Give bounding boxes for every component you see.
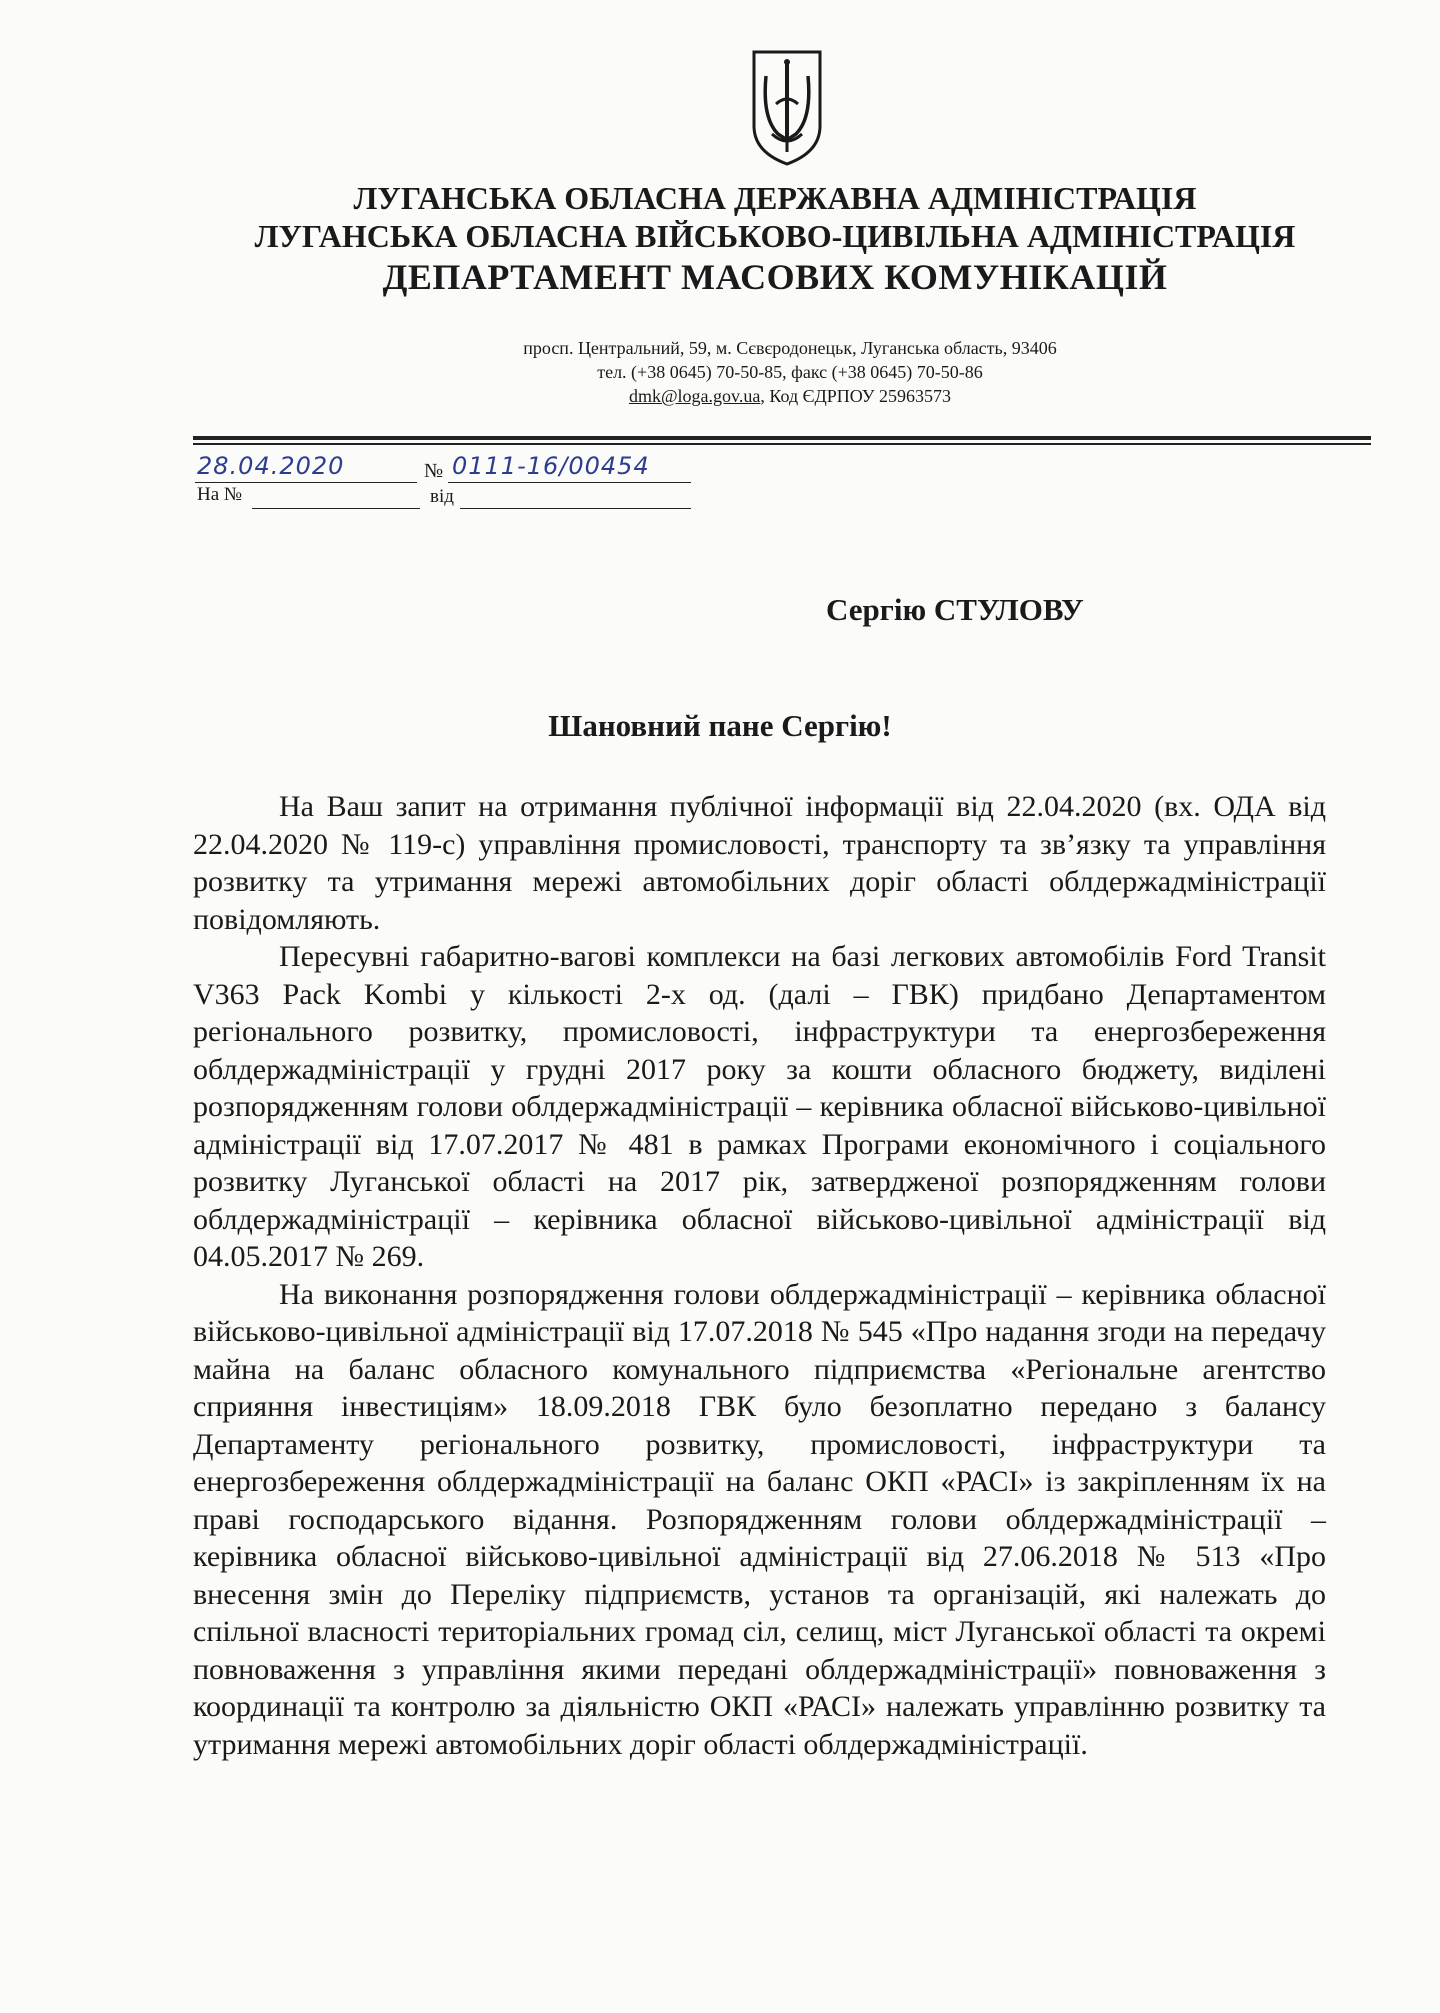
from-underline [460,508,691,509]
department-title: ДЕПАРТАМЕНТ МАСОВИХ КОМУНІКАЦІЙ [382,257,1168,297]
letter-body [193,788,1326,1763]
email-link[interactable]: dmk@loga.gov.ua [628,386,761,406]
header-rule-thin [193,443,1371,445]
handwritten-number: 0111-16/00454 [452,452,650,480]
address-line: просп. Центральний, 59, м. Сєвєродонецьк, Луганська область, 93406 [523,338,1057,358]
number-underline [448,482,691,483]
ref-underline [252,508,420,509]
ukraine-trident-emblem-icon [748,48,826,168]
phone-line: тел. (+38 0645) 70-50-85, факс (+38 0645) 70-50-86 [597,362,983,382]
header-line-1: ЛУГАНСЬКА ОБЛАСНА ДЕРЖАВНА АДМІНІСТРАЦІЯ [353,180,1197,216]
handwritten-date: 28.04.2020 [197,452,345,480]
contact-line [400,384,1180,408]
from-label: від [430,486,454,507]
number-prefix: № [424,460,444,482]
ref-label: На № [197,484,243,505]
date-underline [195,482,417,483]
header-rule-thick [193,436,1371,440]
paragraph: На виконання розпорядження голови облдержадміністрації – керівника обласної військово-цивільної адміністрації від 17.07.2018 № 545 «Про надання згоди на передачу майна на баланс обласного комунального підприємства «Регіональне агентство сприяння інвестиціям» 18.09.2018 ГВК було безоплатно передано з балансу Департаменту регіонального розвитку, промисловості, інфраструктури та енергозбереження облдержадміністрації на баланс ОКП «РАСІ» із закріпленням їх на праві господарського відання. Розпорядженням голови облдержадміністрації – керівника обласної військово-цивільної адміністрації від 27.06.2018 № 513 «Про внесення змін до Переліку підприємств, установ та організацій, які належать до спільної власності територіальних громад сіл, селищ, міст Луганської області та окремі повноваження з управління якими передані облдержадміністрації» повноваження з координації та контролю за діяльністю ОКП «РАСІ» належать управлінню розвитку та утримання мережі автомобільних доріг області облдержадміністрації. [193,1277,1326,1761]
header-line-2: ЛУГАНСЬКА ОБЛАСНА ВІЙСЬКОВО-ЦИВІЛЬНА АДМІНІСТРАЦІЯ [254,218,1296,254]
paragraph: На Ваш запит на отримання публічної інформації від 22.04.2020 (вх. ОДА від 22.04.2020 № 119-с) управління промисловості, транспорту та зв’язку та управління розвитку та утримання мережі автомобільних доріг області облдержадміністрації повідомляють. [193,790,1326,936]
salutation: Шановний пане Сергію! [548,708,892,743]
edrpou-code: , Код ЄДРПОУ 25963573 [760,386,952,406]
recipient-name: Сергію СТУЛОВУ [826,592,1084,627]
paragraph: Пересувні габаритно-вагові комплекси на базі легкових автомобілів Ford Transit V363 Pack Kombi у кількості 2-х од. (далі – ГВК) придбано Департаментом регіонального розвитку, промисловості, інфраструктури та енергозбереження облдержадміністрації у грудні 2017 року за кошти обласного бюджету, виділені розпорядженням голови облдержадміністрації – керівника обласної військово-цивільної адміністрації від 17.07.2017 № 481 в рамках Програми економічного і соціального розвитку Луганської області на 2017 рік, затвердженої розпорядженням голови облдержадміністрації – керівника обласної військово-цивільної адміністрації від 04.05.2017 № 269. [193,940,1326,1273]
